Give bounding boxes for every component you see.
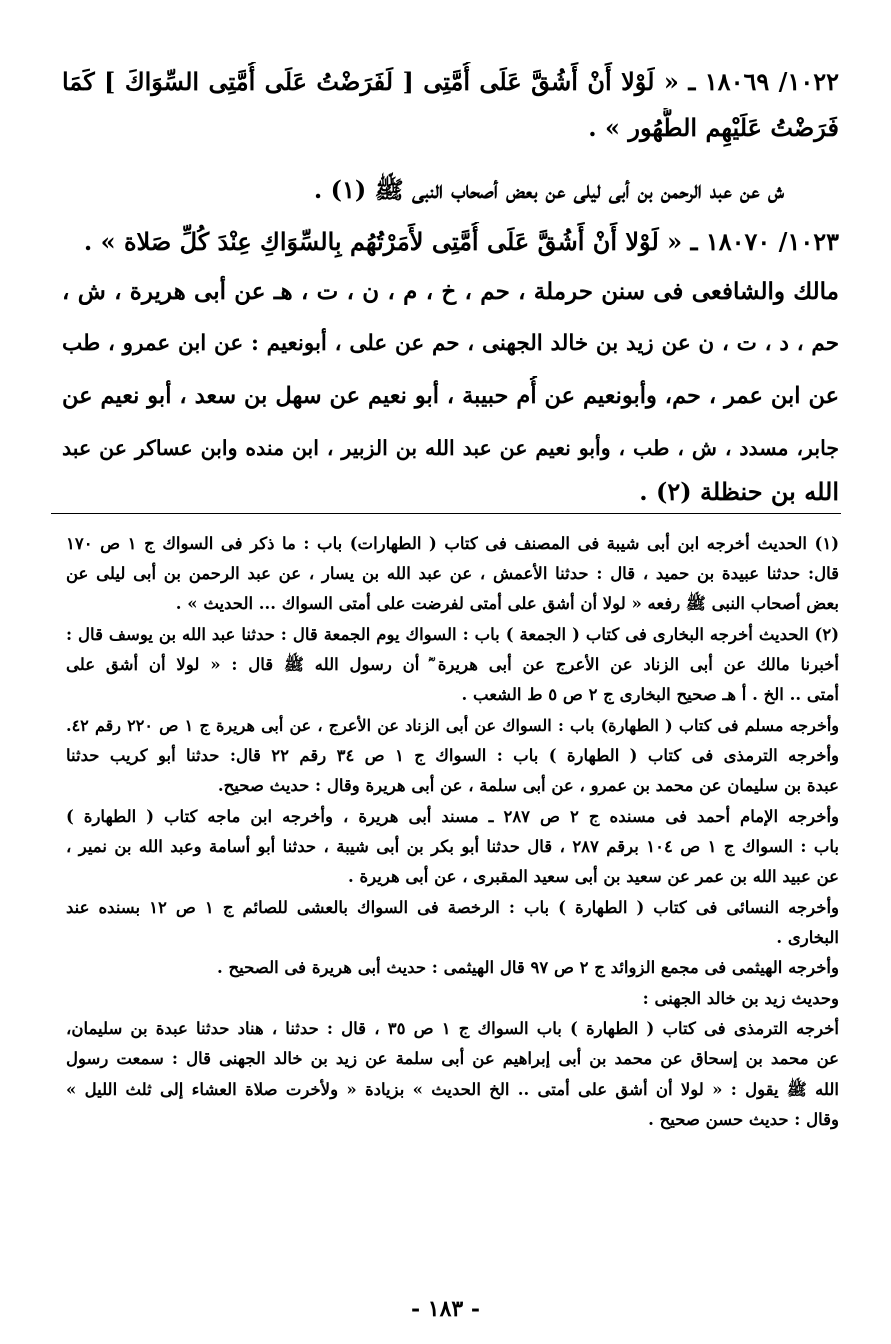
hadith-1023-source-line-5: الله بن حنظلة (٢) .	[639, 477, 839, 506]
footnote-line: وأخرجه الترمذى فى كتاب ( الطهارة ) باب : السواك ج ١ ص ٣٤ رقم ٢٢ قال: حدثنا أبو كريب حدثنا	[66, 746, 839, 765]
footnote-line: (٢) الحديث أخرجه البخارى فى كتاب ( الجمعة ) باب : السواك يوم الجمعة قال : حدثنا عبد الله بن يوسف قال :	[66, 625, 839, 644]
footnote-line: عن محمد بن إسحاق عن محمد بن أبى إبراهيم عن أبى سلمة عن زيد بن خالد الجهنى قال : سمعت رسول	[66, 1049, 839, 1068]
hadith-1022-source: ش عن عبد الرحمن بن أبى ليلى عن بعض أصحاب النبى ﷺ (١) .	[313, 175, 784, 204]
footnote-line: البخارى .	[776, 928, 839, 947]
footnote-line: أخرجه الترمذى فى كتاب ( الطهارة ) باب السواك ج ١ ص ٣٥ ، قال : حدثنا ، هناد حدثنا عبدة بن سليمان،	[66, 1019, 839, 1038]
footnote-line: وأخرجه مسلم فى كتاب ( الطهارة) باب : السواك عن أبى الزناد عن الأعرج ، عن أبى هريرة ج ١ ص ٢٢٠ رقم ٤٢.	[66, 716, 839, 735]
hadith-1023-line-1: ١٠٢٣/ ١٨٠٧٠ ـ « لَوْلا أَنْ أَشُقَّ عَلَى أُمَّتِى لأَمَرْتُهُم بِالسِّوَاكِ عِنْدَ كُلِّ صَلاة » .	[83, 227, 839, 256]
footnote-line: (١) الحديث أخرجه ابن أبى شيبة فى المصنف فى كتاب ( الطهارات) باب : ما ذكر فى السواك ج ١ ص ١٧٠	[66, 534, 839, 553]
footnote-line: وأخرجه النسائى فى كتاب ( الطهارة ) باب : الرخصة فى السواك بالعشى للصائم ج ١ ص ١٢ بسنده عند	[66, 898, 839, 917]
footnote-line: وقال : حديث حسن صحيح .	[648, 1110, 839, 1129]
footnote-line: الله ﷺ يقول : « لولا أن أشق على أمتى .. الخ الحديث » بزيادة « ولأخرت صلاة العشاء إلى ثلث الليل »	[66, 1080, 839, 1099]
footnote-line: وأخرجه الإمام أحمد فى مسنده ج ٢ ص ٢٨٧ ـ مسند أبى هريرة ، وأخرجه ابن ماجه كتاب ( الطهارة )	[66, 807, 839, 826]
footnote-line: وأخرجه الهيثمى فى مجمع الزوائد ج ٢ ص ٩٧ قال الهيثمى : حديث أبى هريرة فى الصحيح .	[217, 958, 839, 977]
hadith-1023-source-line-4: جابر، مسدد ، ش ، طب ، وأبو نعيم عن عبد الله بن الزبير ، ابن منده وابن عساكر عن عبد	[62, 436, 839, 460]
page-number: - ١٨٣ -	[410, 1296, 481, 1322]
footnote-line: وحديث زيد بن خالد الجهنى :	[642, 989, 839, 1008]
hadith-1023-source-line-1: مالك والشافعى فى سنن حرملة ، حم ، خ ، م ، ن ، ت ، هـ عن أبى هريرة ، ش ،	[62, 278, 839, 305]
footnote-line: باب : السواك ج ١ ص ١٠٤ برقم ٢٨٧ ، قال حدثنا أبو بكر بن أبى شيبة ، حدثنا أبو أسامة وعبد الله بن نمير ،	[66, 837, 839, 856]
hadith-1022-line-1: ١٠٢٢/ ١٨٠٦٩ ـ « لَوْلا أَنْ أَشُقَّ عَلَى أُمَّتِى [ لَفَرَضْتُ عَلَى أُمَّتِى السِّوَاكَ ] كَمَا	[62, 67, 839, 96]
hadith-1023-source-line-3: عن ابن عمر ، حم، وأبونعيم عن أُم حبيبة ، أبو نعيم عن سهل بن سعد ، أبو نعيم عن	[62, 383, 839, 409]
footnote-line: عبدة بن سليمان عن محمد بن عمرو ، عن أبى سلمة ، عن أبى هريرة وقال : حديث صحيح.	[217, 776, 839, 795]
hadith-1023-source-line-2: حم ، د ، ت ، ن عن زيد بن خالد الجهنى ، حم عن على ، أبونعيم : عن ابن عمرو ، طب	[62, 331, 839, 356]
footnote-line: بعض أصحاب النبى ﷺ رفعه « لولا أن أشق على أمتى لفرضت على أمتى السواك ... الحديث » .	[175, 594, 839, 613]
footnote-line: عن عبيد الله بن عمر عن سعيد بن أبى سعيد المقبرى ، عن أبى هريرة .	[348, 867, 839, 886]
footnote-divider	[51, 513, 841, 514]
footnote-line: أمتى .. الخ . أ هـ صحيح البخارى ج ٢ ص ٥ ط الشعب .	[461, 685, 839, 704]
hadith-1022-line-2: فَرَضْتُ عَلَيْهِم الطُّهُور » .	[588, 113, 839, 142]
footnote-line: أخبرنا مالك عن أبى الزناد عن الأعرج عن أبى هريرة ؓ أن رسول الله ﷺ قال : « لولا أن أشق على	[66, 655, 839, 674]
footnote-line: قال: حدثنا عبيدة بن حميد ، قال : حدثنا الأعمش ، عن عبد الله بن يسار ، عن عبد الرحمن بن أبى ليلى عن	[66, 564, 839, 583]
